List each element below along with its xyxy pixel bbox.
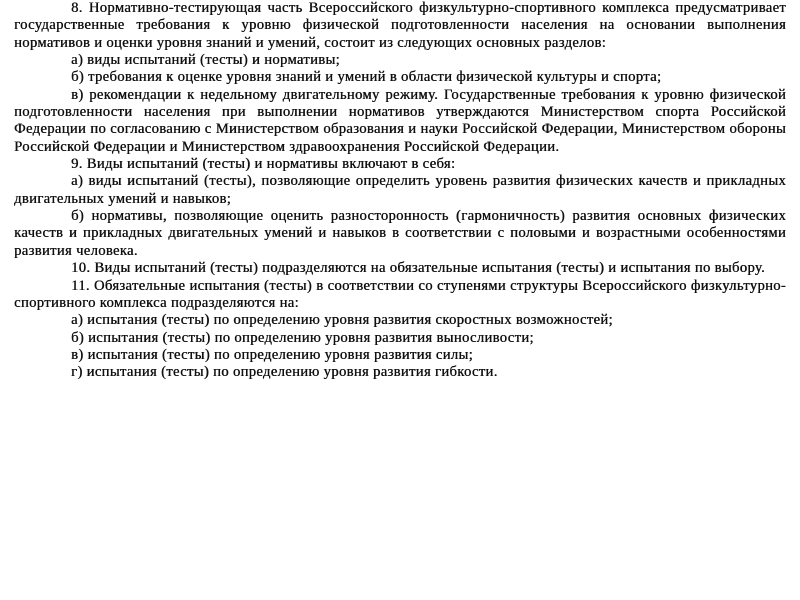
list-item-9a: а) виды испытаний (тесты), позволяющие определить уровень развития физических качеств и прикладных двигательных умений и навыков; bbox=[14, 173, 786, 207]
list-item-8c: в) рекомендации к недельному двигательному режиму. Государственные требования к уровню физической подготовленности населения при выполнении нормативов утверждаются Министерством спорта Российской Федерации по согласованию с Министерством образования и науки Российской Федерации, Министерством обороны Российской Федерации и Министерством здравоохранения Российской Федерации. bbox=[14, 86, 786, 155]
paragraph-11-intro: 11. Обязательные испытания (тесты) в соответствии со ступенями структуры Всероссийского физкультурно-спортивного комплекса подразделяются на: bbox=[14, 277, 786, 311]
list-item-11a: а) испытания (тесты) по определению уровня развития скоростных возможностей; bbox=[71, 312, 613, 329]
list-item-8a: а) виды испытаний (тесты) и нормативы; bbox=[71, 52, 340, 69]
paragraph-10: 10. Виды испытаний (тесты) подразделяются на обязательные испытания (тесты) и испытания по выбору. bbox=[71, 260, 765, 277]
list-item-11d: г) испытания (тесты) по определению уровня развития гибкости. bbox=[71, 364, 498, 381]
paragraph-8-intro: 8. Нормативно-тестирующая часть Всероссийского физкультурно-спортивного комплекса предусматривает государственные требования к уровню физической подготовленности населения на основании выполнения нормативов и оценки уровня знаний и умений, состоит из следующих основных разделов: bbox=[14, 0, 786, 51]
document-page bbox=[14, 0, 786, 600]
list-item-11b: б) испытания (тесты) по определению уровня развития выносливости; bbox=[71, 329, 534, 346]
paragraph-9-intro: 9. Виды испытаний (тесты) и нормативы включают в себя: bbox=[71, 156, 456, 173]
list-item-9b: б) нормативы, позволяющие оценить разносторонность (гармоничность) развития основных физических качеств и прикладных двигательных умений и навыков в соответствии с половыми и возрастными особенностями развития человека. bbox=[14, 208, 786, 259]
list-item-8b: б) требования к оценке уровня знаний и умений в области физической культуры и спорта; bbox=[71, 69, 662, 86]
list-item-11c: в) испытания (тесты) по определению уровня развития силы; bbox=[71, 346, 473, 363]
